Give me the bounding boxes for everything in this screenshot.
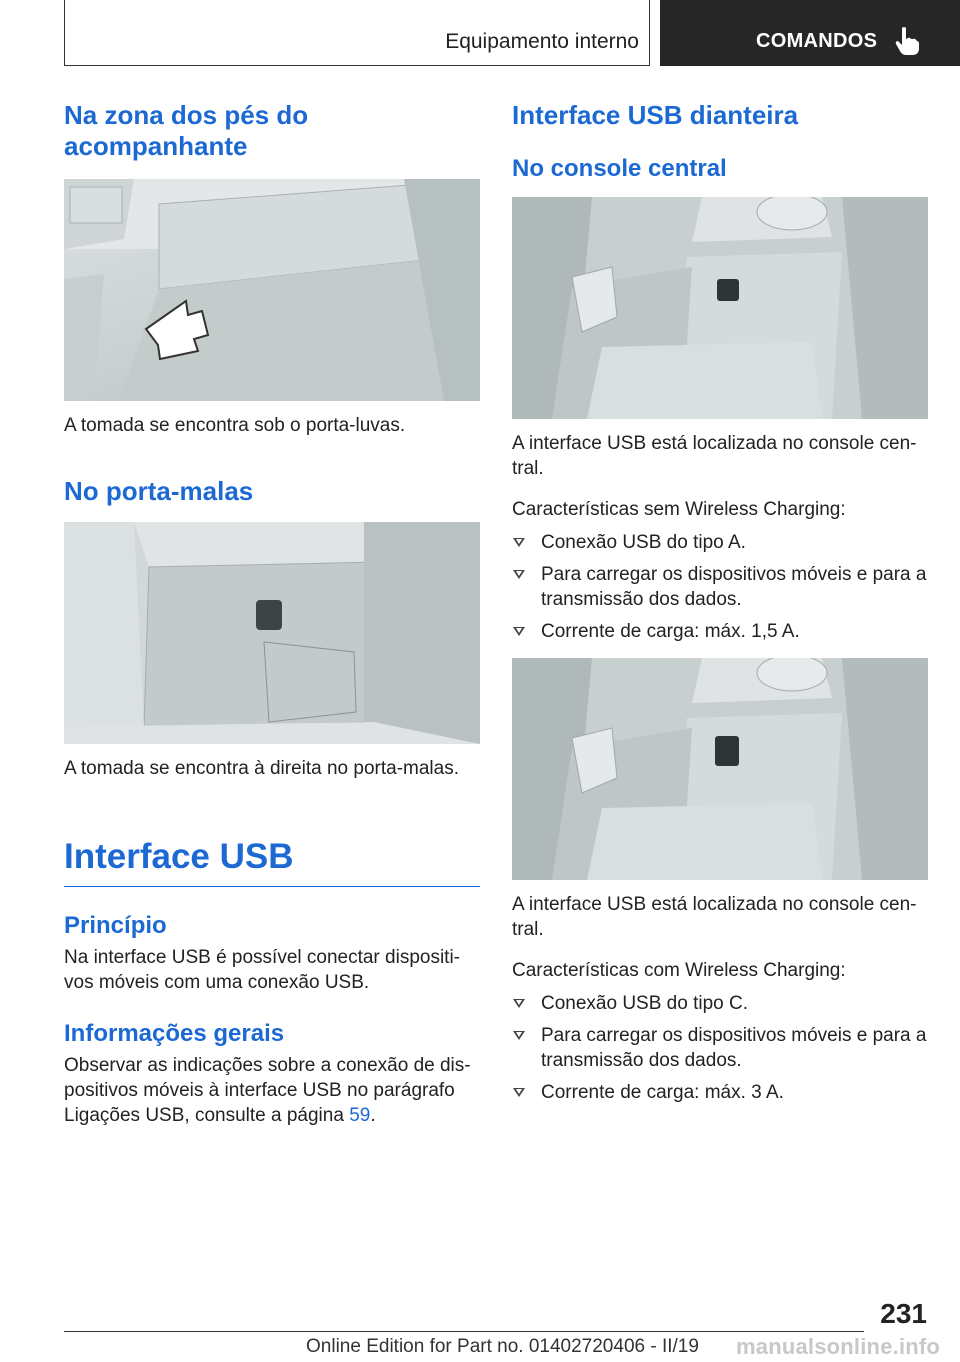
right-column xyxy=(512,100,928,1112)
left-column xyxy=(64,100,480,1128)
text-general-info-body: Observar as indicações sobre a conexão de dis-positivos móveis à interface USB no parágrafo Ligações USB, consulte a página xyxy=(64,1055,471,1126)
list-item: Conexão USB do tipo A. xyxy=(512,530,928,555)
list-item: Corrente de carga: máx. 3 A. xyxy=(512,1080,928,1105)
list-item: Corrente de carga: máx. 1,5 A. xyxy=(512,619,928,644)
list-item: Para carregar os dispositivos móveis e para a transmissão dos dados. xyxy=(512,562,928,612)
features-no-wireless-title: Características sem Wireless Charging: xyxy=(512,499,846,520)
text-general-info xyxy=(64,1053,480,1128)
heading-trunk: No porta-malas xyxy=(64,476,254,506)
header-section-title: Equipamento interno xyxy=(445,30,639,53)
caption-center-console-1: A interface USB está localizada no console cen-tral. xyxy=(512,433,917,479)
caption-trunk: A tomada se encontra à direita no porta-malas. xyxy=(64,758,460,779)
page-link-59[interactable]: 59 xyxy=(349,1105,371,1126)
passenger-footwell-image xyxy=(64,179,480,401)
heading-center-console: No console central xyxy=(512,155,727,182)
footer-edition: Online Edition for Part no. 01402720406 - II/19 xyxy=(306,1336,699,1357)
header-chapter-title: COMANDOS xyxy=(756,30,878,52)
text-general-info-end: . xyxy=(370,1105,376,1126)
center-console-image-1 xyxy=(512,197,928,419)
heading-principle: Princípio xyxy=(64,912,167,939)
text-principle: Na interface USB é possível conectar dispositi-vos móveis com uma conexão USB. xyxy=(64,947,461,993)
footer-divider xyxy=(64,1331,864,1332)
heading-passenger-footwell: Na zona dos pés do acompanhante xyxy=(64,100,309,161)
trunk-image xyxy=(64,522,480,744)
center-console-image-2 xyxy=(512,658,928,880)
heading-usb-interface: Interface USB xyxy=(64,836,480,887)
watermark: manualsonline.info xyxy=(736,1334,941,1359)
features-no-wireless-list xyxy=(512,530,928,644)
pointing-hand-icon xyxy=(894,26,920,56)
header-chapter-box xyxy=(660,0,960,66)
page-number: 231 xyxy=(880,1298,927,1329)
caption-passenger-footwell: A tomada se encontra sob o porta-luvas. xyxy=(64,415,406,436)
list-item: Para carregar os dispositivos móveis e para a transmissão dos dados. xyxy=(512,1023,928,1073)
header-section-box xyxy=(64,0,650,66)
heading-general-info: Informações gerais xyxy=(64,1020,285,1047)
features-wireless-title: Características com Wireless Charging: xyxy=(512,960,846,981)
heading-front-usb: Interface USB dianteira xyxy=(512,100,799,130)
caption-center-console-2: A interface USB está localizada no console cen-tral. xyxy=(512,894,917,940)
features-wireless-list xyxy=(512,991,928,1105)
list-item: Conexão USB do tipo C. xyxy=(512,991,928,1016)
